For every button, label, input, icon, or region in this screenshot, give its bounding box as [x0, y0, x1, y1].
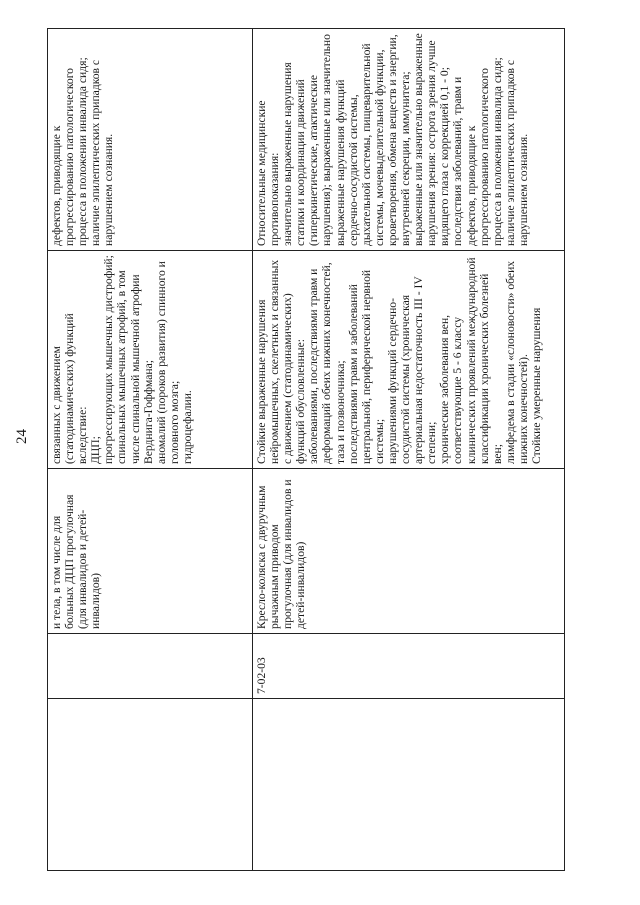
table-row: [253, 29, 565, 871]
table-cell: 7-02-03: [253, 634, 565, 699]
document-table: [47, 28, 565, 871]
table-cell: [48, 634, 253, 699]
table-cell: дефектов, приводящие к прогрессированию патологического процесса в положении инвалида сидя; наличие эпилептических припадков с нарушением сознания.: [48, 29, 253, 251]
page-number: 24: [14, 429, 30, 444]
table-cell: [253, 699, 565, 871]
table-cell: и тела, в том числе для больных ДЦП прогулочная (для инвалидов и детей-инвалидов): [48, 469, 253, 634]
table-cell: связанных с движением (статодинамических) функций вследствие: ДЦП; прогрессирующих мышечных дистрофий; спинальных мышечных атрофий, в том числе спинальной мышечной атрофии Верднига-Гоффмана; аномалий (пороков развития) спинного и головного мозга; гидроцефалии.: [48, 251, 253, 469]
table-cell: Кресло-коляска с двуручным рычажным приводом прогулочная (для инвалидов и детей-инвалидов): [253, 469, 565, 634]
table-row: [48, 29, 253, 871]
table-cell: Относительные медицинские противопоказания: значительно выраженные нарушения статики и координации движений (гиперкинетические, атактические нарушения); выраженные или значительно выраженные нарушения функций сердечно-сосудистой системы, дыхательной системы, пищеварительной системы, мочевыделительной функции, кроветворения, обмена веществ и энергии, внутренней секреции, иммунитета; выраженные или значительно выраженные нарушения зрения: острота зрения лучше видящего глаза с коррекцией 0,1 - 0; последствия заболеваний, травм и дефектов, приводящие к прогрессированию патологического процесса в положении инвалида сидя; наличие эпилептических припадков с нарушением сознания.: [253, 29, 565, 251]
table-cell: [48, 699, 253, 871]
table-cell: Стойкие выраженные нарушения нейромышечных, скелетных и связанных с движением (статодинамических) функций обусловленные: заболеваниями, последствиями травм и деформаций обеих нижних конечностей, таза и позвоночника; последствиями травм и заболеваний центральной, периферической нервной системы; нарушениями функций сердечно-сосудистой системы (хроническая артериальная недостаточность III - IV степени; хронические заболевания вен, соответствующие 5 - 6 классу клинических проявлений международной классификации хронических болезней вен; лимфедема в стадии «слоновости» обеих нижних конечностей). Стойкие умеренные нарушения: [253, 251, 565, 469]
rotated-page: [47, 29, 564, 871]
